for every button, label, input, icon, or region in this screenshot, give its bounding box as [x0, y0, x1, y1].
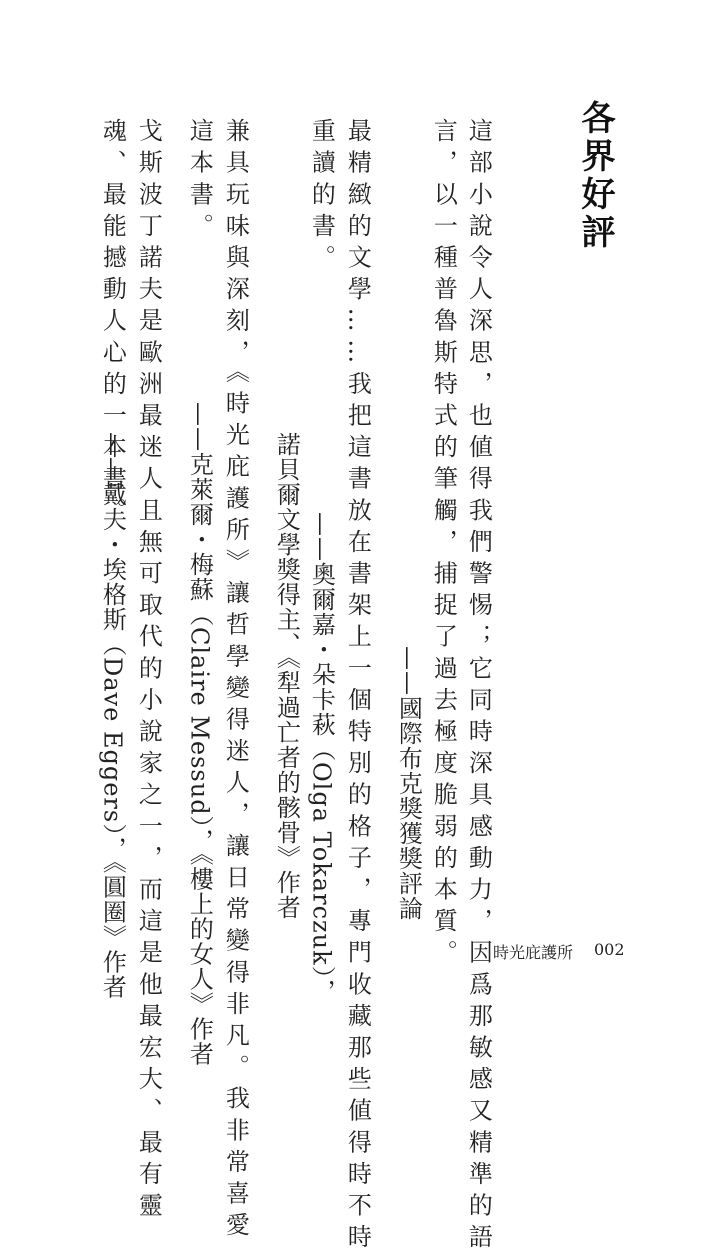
review-3-attribution: ——克萊爾・梅蘇（Claire Messud），《樓上的女人》作者: [185, 402, 214, 1067]
review-2-attribution-line-2: 諾貝爾文學獎得主、《犁過亡者的骸骨》作者: [272, 432, 301, 920]
review-1-attribution: ——國際布克獎獲獎評論: [394, 646, 423, 921]
review-4-line-2: 魂、最能撼動人心的一本書。: [98, 118, 127, 529]
review-2-line-2: 重讀的書。: [307, 118, 336, 276]
review-3-line-1: 兼具玩味與深刻，《時光庇護所》讓哲學變得迷人，讓日常變得非凡。我非常喜愛: [221, 118, 250, 1244]
review-4-line-1: 戈斯波丁諾夫是歐洲最迷人且無可取代的小說家之一，而這是他最宏大、最有靈: [134, 118, 163, 1224]
review-2-attribution-line-1: ——奧爾嘉・朵卡萩（Olga Tokarczuk），: [307, 512, 336, 1004]
review-1-line-1: 這部小說令人深思，也値得我們警惕；它同時深具感動力，因爲那敏感又精準的語: [464, 118, 493, 1256]
page-number: 002: [594, 940, 625, 959]
review-1-line-2: 言，以一種普魯斯特式的筆觸，捕捉了過去極度脆弱的本質。: [429, 118, 458, 972]
review-4-attribution: ——戴夫・埃格斯（Dave Eggers），《圓圈》作者: [98, 432, 127, 1000]
review-3-line-2: 這本書。: [185, 118, 214, 245]
footer-book-title: 時光庇護所: [493, 943, 574, 962]
section-title: 各界好評: [575, 100, 615, 252]
review-2-line-1: 最精緻的文學……我把這書放在書架上一個特別的格子，專門收藏那些値得時不時: [343, 118, 372, 1256]
